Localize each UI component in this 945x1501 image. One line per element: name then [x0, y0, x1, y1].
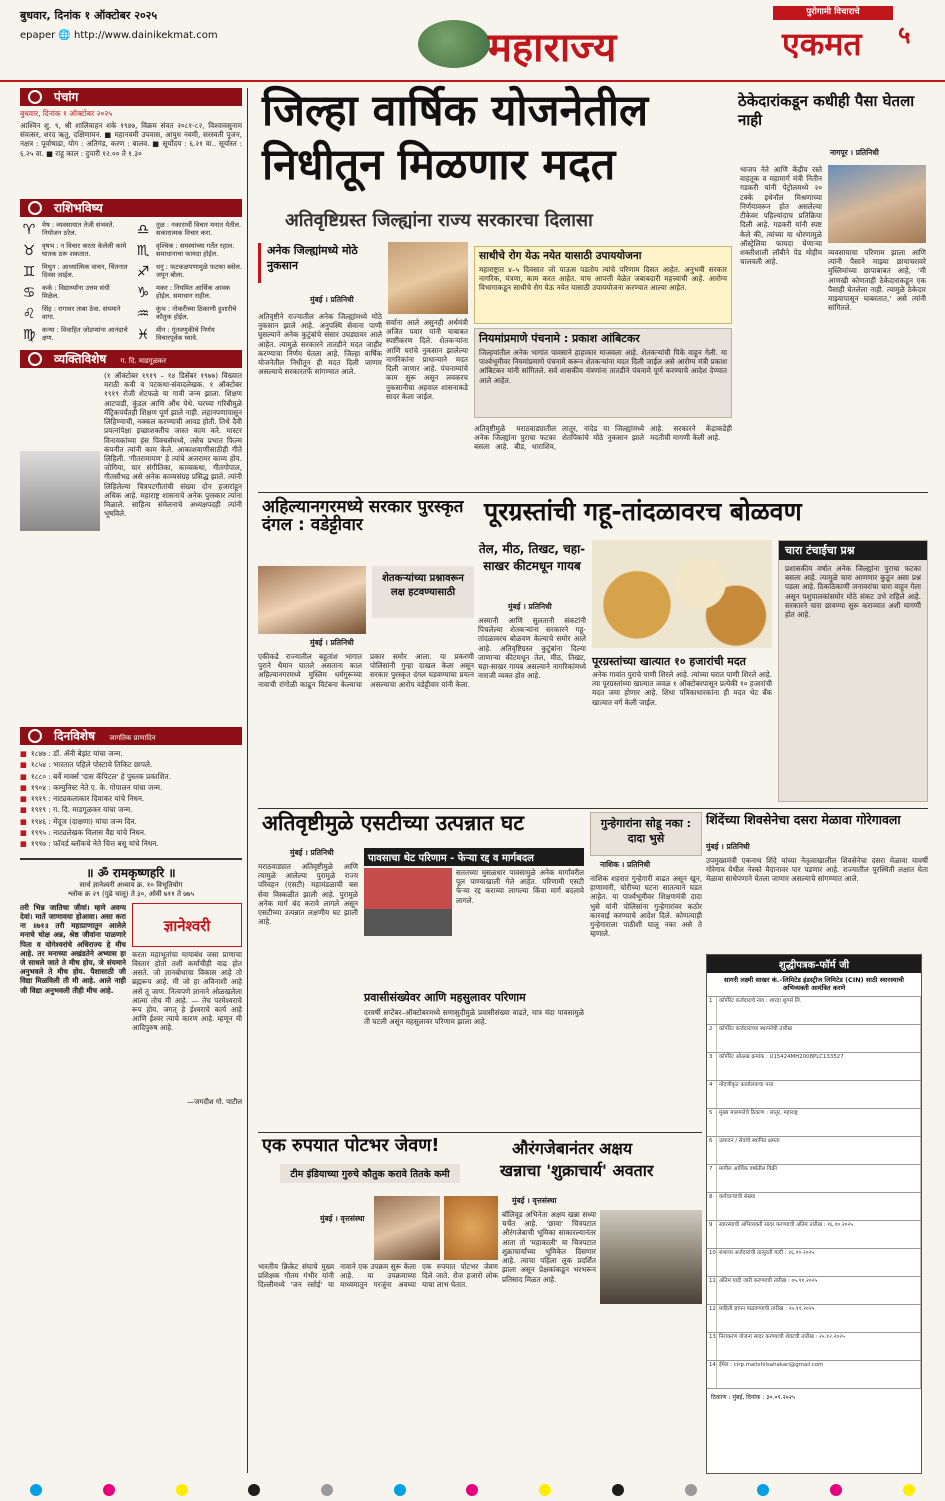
st-subheadline: प्रवासीसंख्येवर आणि महसुलावर परिणाम [364, 991, 526, 1004]
st-body-1: मराठवाड्यात अतिवृष्टीमुळे आणि त्यामुळे आलेल्या पुरामुळे राज्य परिवहन (एसटी) महामंडळाची बस सेवा विस्कळीत झाली आहे. पुरामुळे अनेक मार्ग बंद करावे लागले असून एसटीच्या उत्पन्नात लक्षणीय घट झाली आहे. [258, 862, 358, 927]
ad-row: 4 नोंदणीकृत कार्यालयाचा पत्ता [707, 1081, 921, 1109]
gadkari-headline: ठेकेदारांकडून कधीही पैसा घेतला नाही [738, 92, 915, 129]
ahilya-byline: मुंबई । प्रतिनिधी [310, 638, 354, 647]
akshay-body: बॉलिवूड अभिनेता अक्षय खन्ना सध्या चर्चेत आहे. 'छावा' चित्रपटात औरंगजेबाची भूमिका साकारल्यानंतर आता तो 'महाकाली' या चित्रपटात शुक्राचार्यांच्या भूमिकेत दिसणार आहे. त्याचा पहिला लूक प्रदर्शित झाला असून प्रेक्षकांकडून भरभरून प्रतिसाद मिळत आहे. [502, 1210, 596, 1284]
ramkrishnahari-col2: करता महाभूतांचा मायाबंध जसा प्राणाचा विस्तार होतो तशी कर्माचीही वाढ होत असते. जो ज्ञानबोधाचा विकास आहे तो ब्रह्मरूप आहे. मी जो हा अविनाशी आहे असे तू जाण. नित्यपणे ज्ञानाने ओळखलेला आत्मा तोच मी आहे. — तेच परमेश्वराचे रूप होय. जगत् हे ईश्वराचे कार्य आहे आणि ईश्वर त्याचे कारण आहे. म्हणून मी आदिपुरुष आहे. [132, 949, 242, 1033]
akshay-headline-1: औरंगजेबानंतर अक्षय [512, 1139, 633, 1158]
dinvishesh-item: ■ १९१९ : ग. दि. माडगूळकर यांचा जन्म. [20, 805, 133, 815]
lead-body-2: सर्वाना आले असुनही अर्थमंत्री अजित पवार यांनी याबाबत स्पष्टीकरण दिले. शेतकऱ्यांना आणि घरांचे नुकसान झालेल्या नागरिकांना प्राधान्याने मदत दिली जाणार आहे. पंचनाम्यांचे काम सुरू असून लवकरच नुकसानीचा अहवाल शासनाकडे सादर केला जाईल. [386, 318, 468, 401]
wheat-byline: मुंबई । प्रतिनिधी [508, 602, 552, 611]
panchang-body: आश्विन शु. ९, श्री शालिवाहन शके १९४७, विक्रम संवत २०८१-८२, विश्वावसुनाम संवत्सर, शरद ऋतु, दक्षिणायन. ■ महानवमी उपवास, आयुध नवमी, सरस्वती पूजन, नक्षत्र : पूर्वाषाढा, योग : अतिगंड, करण : बालव. ■ सूर्योदय : ६.२१ वा.. सूर्यास्त : ६.२५ वा. ■ राहु काल : दुपारी १२.०० ते १.३० [20, 121, 242, 158]
panchname-headline: नियमांप्रमाणे पंचनामे : प्रकाश आंबिटकर [479, 332, 640, 345]
zodiac-sign-icon: ♍ [22, 327, 36, 343]
shinde-body: उपमुख्यमंत्री एकनाथ शिंदे यांच्या नेतृत्वाखालील शिवसेनेचा दसरा मेळावा यावर्षी गोरेगाव येथील नेस्को मैदानावर पार पडणार आहे. राज्यातील पूरस्थिती लक्षात घेता मेळावा साधेपणाने घेतला जाणार असल्याचे सांगण्यात आले. [706, 856, 928, 884]
zodiac-sign-icon: ♋ [22, 285, 36, 301]
gadkari-photo [828, 165, 926, 243]
lead-headline-1: जिल्हा वार्षिक योजनेतील [262, 86, 649, 136]
gambhir-photo [374, 1196, 440, 1260]
bhojan-byline: मुंबई । वृत्तसंस्था [320, 1214, 365, 1223]
st-byline: मुंबई । प्रतिनिधी [290, 848, 334, 857]
rashi-item [134, 326, 242, 344]
ad-row: 10 संभाव्य अर्जदारांची तात्पुरती यादी : २६.१०.२०२५ [707, 1249, 921, 1277]
brand-logo: एकमत [782, 25, 862, 63]
dinvishesh-item: ■ १८४७ : डॉ. ॲनी बेझंट यांचा जन्म. [20, 749, 123, 758]
rashi-text: वृषभ : न विचार करता केलेली कामे घातक ठरू शकतात. [42, 242, 127, 259]
st-subbody: दरवर्षी सप्टेंबर–ऑक्टोबरमध्ये सणासुदीमुळे प्रवासीसंख्या वाढते, मात्र यंदा पावसामुळे ती घटली असून महसुलावर परिणाम झाला आहे. [364, 1008, 584, 1027]
ad-company: सागरी लक्ष्मी साखर कं.–लिमिटेड इंडस्ट्रीज लिमिटेड (CIN) साठी स्वारस्याची अभिव्यक्ती आमंत्रित करणे [723, 976, 904, 993]
bullet-icon: ■ [20, 771, 27, 781]
zodiac-sign-icon: ♈ [22, 222, 36, 238]
color-swatch [612, 1484, 624, 1496]
rashi-text: धनु : फटकळपणामुळे फटका बसेल. जपून बोला. [156, 263, 242, 280]
color-swatch [394, 1484, 406, 1496]
rashi-item [20, 221, 128, 239]
dada-headline: गुन्हेगारांना सोडू नका : दादा भुसे [590, 812, 702, 856]
color-swatch [685, 1484, 697, 1496]
panchname-body: जिल्हयांतील अनेक भागांत पावसाने हाहाकार माजवला आहे. शेतकऱ्यांची पिके वाहून गेली. या पार्श्वभूमीवर नियमांप्रमाणे पंचनामे करून शेतकऱ्यांना मदत दिली जाईल असे आरोग्य मंत्री प्रकाश आंबिटकर यांनी सांगितले. सर्व शासकीय यंत्रणांना तातडीने पंचनामे पूर्ण करण्याचे आदेश देण्यात आले आहेत. [479, 348, 727, 385]
ramkrishnahari-title: ॥ ॐ रामकृष्णहरि ॥ [86, 865, 176, 880]
ad-title: शुद्धीपत्रक-फॉर्म जी [707, 955, 921, 973]
rashi-item [134, 221, 242, 239]
color-swatch [248, 1484, 260, 1496]
wheat-subheadline: पूरग्रस्तांच्या खात्यात १० हजारांची मदत [592, 655, 746, 668]
akshay-byline: मुंबई । वृत्तसंस्था [512, 1196, 557, 1205]
zodiac-sign-icon: ♏ [136, 243, 150, 259]
bullet-icon: ■ [20, 828, 27, 838]
rashi-grid [20, 221, 242, 344]
bullet-icon: ■ [20, 760, 27, 770]
dateline: बुधवार, दिनांक १ ऑक्टोबर २०२५ [20, 9, 158, 22]
bhojan-deck: टीम इंडियाच्या गुरुचे कौतुक करावे तितके कमी [280, 1164, 460, 1183]
bullet-icon: ■ [20, 816, 27, 826]
ahilya-deck: शेतकऱ्यांच्या प्रश्नावरून लक्ष हटवण्यासाठी [372, 566, 474, 618]
color-swatch [321, 1484, 333, 1496]
zodiac-sign-icon: ♎ [136, 222, 150, 238]
print-color-bar [0, 1478, 945, 1501]
color-swatch [830, 1484, 842, 1496]
bullet-icon: ■ [20, 805, 27, 815]
rashibhavishya-header: राशिभविष्य [20, 199, 242, 217]
vyaktivishesh-header: व्यक्तिविशेष ग. दि. माडगूळकर [20, 350, 242, 368]
rashi-text: मिथुन : आध्यात्मिक वाचन, चिंतनात दिवस जाईल. [42, 263, 128, 280]
panchname-box [474, 328, 732, 418]
color-swatch [103, 1484, 115, 1496]
section-divider-3 [258, 1132, 702, 1133]
lead-kicker: अनेक जिल्ह्यांमध्ये मोठे नुकसान [258, 243, 382, 283]
ad-row: 14 ईमेल : cirp.maitshilsahakari@gmail.com [707, 1361, 921, 1389]
zodiac-sign-icon: ♉ [22, 243, 36, 259]
rashi-text: कन्या : विवाहित जोडप्यांना आनंदाचे क्षण. [42, 326, 128, 343]
color-swatch [30, 1484, 42, 1496]
dinvishesh-item: ■ १९०४ : कम्युनिस्ट नेते ए. के. गोपालन यांचा जन्म. [20, 782, 163, 792]
ad-row: 9 स्वारस्याची अभिव्यक्ती सादर करण्याची अंतिम तारीख : १६.१०.२०२५ [707, 1221, 921, 1249]
ad-row: 5 मुख्य मालमत्तेचे ठिकाण : लातूर, महाराष्ट्र [707, 1109, 921, 1137]
zodiac-sign-icon: ♓ [136, 327, 150, 343]
bullet-icon: ■ [20, 794, 27, 804]
dada-byline: नाशिक । प्रतिनिधी [600, 860, 651, 869]
ad-row: 13 निराकरण योजना सादर करण्याची शेवटची तारीख : २५.१२.२०२५ [707, 1333, 921, 1361]
bhojan-headline: एक रुपयात पोटभर जेवण! [262, 1135, 440, 1156]
rashi-text: सिंह : रागावर ताबा ठेवा. संयमाने वागा. [42, 305, 121, 322]
ad-table [707, 996, 921, 1389]
vyaktivishesh-body: (१ ऑक्टोबर १९१९ – १४ डिसेंबर १९७७) विख्यात मराठी कवी व पटकथा-संवादलेखक. १ ऑक्टोबर १९१९ रोजी शेटफळे या गावी जन्म झाला. शिक्षण आटपाडी, कुंडल आणि औंध येथे. घरच्या गरिबीमुळे मॅट्रिकपर्यंतही शिक्षण पूर्ण झाले नाही. लहानपणापासून लिहिण्याची, नक्कल करण्याची आवड होती. तिथे दैवी प्रयत्नांपेक्षा इच्छाशक्तीच जास्त काम करे. मास्टर विनायकांच्या हंस पिक्चर्समध्ये, तसेच प्रभात फिल्म कंपनीत त्यांनी काम केले. आकाशवाणीसाठीही गीते लिहिली. 'गीतरामायण' हे त्यांचे अजरामर काव्य होय. जोगिया, चार संगीतिका, काव्यकथा, गीतगोपाल, गीतसौभद्र असे अनेक काव्यसंग्रह प्रसिद्ध झाले. त्यांनी लिहिलेल्या चित्रपटगीतांची संख्या दोन हजारांहून अधिक आहे. महाराष्ट्र शासनाचे अनेक पुरस्कार त्यांना मिळाले. साहित्य संमेलनाचे अध्यक्षपदही त्यांनी भूषविले. [104, 371, 242, 519]
dinvishesh-item: ■ १८५४ : भारतात पहिले पोस्टाचे तिकिट छापले. [20, 760, 153, 770]
rashi-item [134, 284, 242, 302]
ramkrishnahari-subtitle: सार्थ ज्ञानेश्वरी अध्याय क्र. १० विभूतियोग [79, 880, 183, 889]
wheat-deck: तेल, मीठ, तिखट, चहा-साखर कीटमधून गायब [478, 542, 586, 573]
rashi-item [20, 284, 128, 302]
bus-photo [364, 868, 452, 936]
dinvishesh-item: ■ १९१९ : नाट्यकलाकार दिवाकर यांचे निधन. [20, 794, 145, 804]
color-swatch [903, 1484, 915, 1496]
calendar-icon [28, 729, 42, 743]
color-swatch [176, 1484, 188, 1496]
gadkari-body-1: भाजप नेते आणि केंद्रीय रस्ते वाहतूक व महामार्ग मंत्री नितीन गडकरी यांनी पेट्रोलमध्ये २० टक्के इथेनॉल मिश्रणाच्या निर्णयावरून होत असलेल्या टीकेवर पहिल्यांदाच प्रतिक्रिया दिली आहे. गडकरी यांनी स्पष्ट केले की, त्यांच्या या धोरणामुळे ऑस्ट्रेलिया फायदा घेणाऱ्या शक्तीशाली लॉबीने पेड मोहीम चालवली आहे. [740, 165, 822, 267]
ad-row: 7 मागील आर्थिक वर्षातील विक्री [707, 1165, 921, 1193]
ad-footer: ठिकाण : मुंबई, दिनांक : ३०.०९.२०२५ [711, 1393, 795, 1401]
person-icon [28, 352, 42, 366]
wheat-body: अस्मानी आणि सुलतानी संकटांनी पिचलेल्या शेतकऱ्यांना सरकारने गहू-तांदळावरच बोळवण केल्याचे समोर आले आहे. अतिवृष्टिग्रस्त कुटुंबांना दिल्या जाणाऱ्या कीटमधून तेल, मीठ, तिखट, चहा-साखर गायब असल्याने नागरिकांमध्ये नाराजी व्यक्त होत आहे. [478, 616, 586, 681]
map-graphic [418, 20, 490, 68]
rashi-text: कुंभ : नोकरीच्या ठिकाणी हुशारीचे कौतुक होईल. [156, 305, 237, 322]
disease-box [474, 246, 732, 324]
epaper-link[interactable]: epaper 🌐 http://www.dainikekmat.com [20, 30, 218, 41]
bullet-icon: ■ [20, 782, 27, 792]
lead-byline: मुंबई । प्रतिनिधी [310, 295, 354, 304]
disease-body: महाराष्ट्रात ४–५ दिवसात जो पाऊस पडतोय त्यांचे परिणाम दिसत आहेत. अनुभवी सरकार नागरिक, यंत्रणा, काम करत आहेत. याच आपत्ती वेळेत जबाबदारी महत्त्वाची आहे. आरोग्य विभागाकडून साथीचे रोग येऊ नयेत यासाठी उपाययोजना करण्यात आल्या आहेत. [479, 265, 727, 293]
ad-row: 8 कर्मचाऱ्यांची संख्या [707, 1193, 921, 1221]
ramkrishnahari-col1: तरी भिन्न जातिचा जीवां। म्हणे अवग्य देवां। मातें जाणावया होआवा। असा करा ना ॥७१॥ तरी महाप्राणातुन आलेले मनाचे चोक्ष अन्न, श्रेष्ठ जीवांना पाळणारे पिता व योगेश्वरांचे अधिराज्य हे मीच आहे. तर मनाच्या अखंडतेने अभ्यास हा जे साधले जाते ते मीच होय, जे संयमाने अनुभवले ते मीच होय. पैशासाठी जी विद्या मिळविली ती मी आहे. आले नाही जी विद्या अनुभवली तीही मीच आहे. [20, 902, 126, 995]
rashi-item [134, 305, 242, 323]
akshay-photo [600, 1210, 702, 1304]
ad-row: 11 अंतिम यादी जारी करण्याची तारीख : ०५.११.२०२५ [707, 1277, 921, 1305]
zodiac-sign-icon: ♒ [136, 306, 150, 322]
disease-headline: साथीचे रोग येऊ नयेत यासाठी उपाययोजना [479, 250, 642, 262]
rashi-item [134, 242, 242, 260]
sun-icon [28, 90, 42, 104]
zodiac-sign-icon: ♑ [136, 285, 150, 301]
rashi-text: तुळ : नकारार्थी विचार मनात येतील. सकारात्मक विचार करा. [156, 221, 242, 238]
rashi-item [134, 263, 242, 281]
legal-notice-ad [706, 954, 922, 1474]
color-swatch [757, 1484, 769, 1496]
panchang-header: पंचांग [20, 88, 242, 106]
zodiac-icon [28, 201, 42, 215]
rashi-item [20, 326, 128, 344]
dinvishesh-item: ■ १९९५ : नाट्यलेखक विलास वैद्य यांचे निधन. [20, 828, 147, 838]
grains-photo [592, 540, 772, 648]
bullet-icon: ■ [20, 839, 27, 849]
section-title: महाराज्य [488, 24, 617, 71]
akshay-body-cont [600, 1308, 702, 1472]
akshay-headline-2: खन्नाचा 'शुक्राचार्य' अवतार [500, 1161, 654, 1180]
fodder-body: प्रशासकीय वर्षात अनेक जिल्ह्यांना पुराचा फटका बसला आहे. त्यामुळे चारा आणणार कुठून असा प्रश्न पडला आहे. ठिकठिकाणी जनावरांचा चारा वाहून गेला असून पशुपालकांसमोर मोठे संकट उभे राहिले आहे. सरकारने चारा छावण्या सुरू कराव्यात अशी मागणी होत आहे. [785, 564, 921, 620]
rashi-text: वृश्चिक : समस्यांच्या गर्तेत रहाल. समाधानाचा फायदा होईल. [156, 242, 235, 259]
dinvishesh-list [20, 748, 242, 850]
ahilya-headline: अहिल्यानगरमध्ये सरकार पुरस्कृत दंगल : वडेट्टीवार [262, 497, 464, 536]
wheat-headline: पूरग्रस्तांची गहू-तांदळावरच बोळवण [484, 497, 802, 526]
st-box-headline: पावसाचा थेट परिणाम - फेऱ्या रद्द व मार्गबदल [364, 848, 584, 866]
bhojan-body: भारतीय क्रिकेट संघाचे मुख्य प्रशिक्षक गौतम गंभीर यांनी दिल्लीमध्ये 'जन रसोई' या नावाने एक उपक्रम सुरू केला आहे. या उपक्रमाच्या माध्यमातून गरजूंना अवघ्या एक रुपयात पोटभर जेवण दिले जाते. रोज हजारो लोक याचा लाभ घेतात. [258, 1262, 498, 1290]
fodder-box [778, 540, 928, 802]
ahilya-body-cont [370, 624, 474, 802]
wadettiwar-photo [258, 566, 366, 634]
st-box-body: सततच्या मुसळधार पावसामुळे अनेक मार्गांवरील पूल पाण्याखाली गेले आहेत. परिणामी एसटी फेऱ्या रद्द कराव्या लागल्या किंवा मार्ग बदलावे लागले. [456, 868, 584, 905]
section-divider [258, 492, 928, 493]
lead-body-3: अतिवृष्टीमुळे मराठवाड्यातील अनेक जिल्ह्यांना पुराचा फटका बसला आहे. बीड, धाराशिव, लातूर, नांदेड या जिल्ह्यांमध्ये शेतपिकांचे मोठे नुकसान झाले आहे. सरकारने केंद्राकडेही मदतीची मागणी केली आहे. [474, 424, 732, 452]
zodiac-sign-icon: ♐ [136, 264, 150, 280]
ramkrishnahari-subtitle2: श्लोक क्र २९ (पुढे चालू) ते ३०, ओवी ७११ ते ७७५ [67, 889, 195, 898]
dinvishesh-item: ■ १९४६ : मेंदूज (दाक्षणा) यांचा जन्म दिन. [20, 816, 137, 826]
rashi-text: मकर : नियमित आर्थिक आवक होईल. समाधान राहील. [156, 284, 231, 301]
dinvishesh-item: ■ १८८० : बर्वे मार्क्स 'दास कॅपिटल' हे पुस्तक प्रकाशित. [20, 771, 172, 781]
dinvishesh-header: दिनविशेष जागतिक प्राणादिन [20, 727, 242, 745]
ad-row: 2 कॉर्पोरेट कर्जदाराच्या स्थापनेची तारीख [707, 1025, 921, 1053]
ad-row: 6 उत्पादन / सेवांचे स्थापित क्षमता [707, 1137, 921, 1165]
panchang-date: बुधवार, दिनांक १ ऑक्टोबर २०२५ [20, 109, 113, 118]
page-number: ५ [898, 21, 911, 49]
fadnavis-photo [388, 242, 468, 314]
ramkrishnahari-author: —जगदीश गो. पाटील [187, 1097, 242, 1106]
dinvishesh-item: ■ १९९७ : फॉवर्ड ब्लॉकचे नेते चित्त बसू यांचे निधन. [20, 839, 159, 849]
st-headline: अतिवृष्टीमुळे एसटीच्या उत्पन्नात घट [262, 811, 524, 835]
gadkari-byline: नागपूर । प्रतिनिधी [830, 148, 879, 157]
dada-body: नाशिक शहरात गुन्हेगारी वाढत असून खून, हाणामारी, चोरीच्या घटना सातत्याने घडत आहेत. या पार्श्वभूमीवर शिक्षणमंत्री दादा भुसे यांनी पोलिसांना गुन्हेगारांवर कठोर कारवाई करण्याचे आदेश दिले. कोणत्याही गुन्हेगाराला पाठीशी घालू नका असे ते म्हणाले. [590, 874, 702, 939]
left-column [20, 88, 242, 1468]
lead-body-1: अतिवृष्टीने राज्यातील अनेक जिल्ह्यांमध्ये मोठे नुकसान झाले आहे. अनुपस्थि सेवाना पाणी घुसल्याने अनेक कुटुंबांचे संसार उघड्यावर आले आहेत. त्यामुळे सरकारने तातडीने मदत जाहीर करण्याचा निर्णय घेतला आहे. जिल्हा वार्षिक योजनेतील निधीतून ही मदत दिली जाणार असल्याचे सरकारतर्फे सांगण्यात आले. [258, 312, 382, 377]
section-divider-2 [258, 808, 928, 809]
color-swatch [539, 1484, 551, 1496]
dnyaneshwari-logo: ज्ञानेश्वरी [132, 903, 242, 947]
bullet-icon: ■ [20, 749, 27, 758]
masthead [0, 0, 945, 82]
rashi-text: मीन : गुंतवणुकीचे निर्णय विचारपूर्वक घ्यावे. [156, 326, 215, 343]
fodder-headline: चारा टंचाईचा प्रश्न [779, 541, 927, 560]
rashi-item [20, 263, 128, 281]
lead-deck: अतिवृष्टिग्रस्त जिल्ह्यांना राज्य सरकारचा दिलासा [285, 210, 593, 231]
shinde-headline: शिंदेंच्या शिवसेनेचा दसरा मेळावा गोरेगावला [706, 812, 901, 827]
zodiac-sign-icon: ♌ [22, 306, 36, 322]
brand-tagline: पुरोगामी विचाराचे [773, 6, 893, 20]
column-divider [247, 88, 248, 1473]
ad-row: 12 माहिती ज्ञापन पाठवण्याची तारीख : २५.११.२०२५ [707, 1305, 921, 1333]
gadkari-body-2: व्यवसायाचा परिणाम झाला आणि त्यांनी पैसाने माझ्या छायाचरावरे मुस्लिमांच्या छापाबाबत आहे, 'मी आणखी कोणताही ठेकेदाराकडून एक पैसाही घेतलेला नाही. त्यामुळे ठेकेदार माझ्यापासून घाबरतात,' असे त्यांनी सांगितले. [828, 248, 926, 313]
thali-photo [444, 1196, 498, 1260]
lead-headline-2: निधीतून मिळणार मदत [262, 140, 616, 190]
rashi-item [20, 305, 128, 323]
ad-row: 1 कॉर्पोरेट कर्जदाराचे नाव : शारदा शुगर्स लि. [707, 997, 921, 1025]
shinde-byline: मुंबई । प्रतिनिधी [706, 842, 750, 851]
color-swatch [466, 1484, 478, 1496]
rashi-text: कर्क : विद्यार्थ्यांना उत्तम संधी मिळेल. [42, 284, 110, 301]
zodiac-sign-icon: ♊ [22, 264, 36, 280]
rashi-text: मेष : व्यवसायात तेजी संभवते. नियोजन ठरेल. [42, 221, 115, 238]
wheat-subbody: अनेक गावांत पुराचे पाणी शिरले आहे. त्यांच्या घरात पाणी शिरले आहे. त्या पूरग्रस्तांच्या खात्यात जवळ १ ऑक्टोबरपासून प्रत्येकी १० हजारांची मदत जमा होणार आहे. शिधा पत्रिकाधारकांना ही मदत थेट बँक खात्यात वर्ग केली जाईल. [592, 670, 772, 707]
ahilya-body: एकीकडे राज्यातील बहुतांश भागात पुराने थैमान घातले असताना काल अहिल्यानगरमध्ये मुस्लिम धर्मगुरूच्या नावाची रांगोळी काढून विटंबना केल्याचा प्रकार समोर आला. या प्रकरणी पोलिसांनी गुन्हा दाखल केला असून सरकार पुरस्कृत दंगल घडवण्याचा प्रयत्न असल्याचा आरोप वडेट्टीवार यांनी केला. [258, 652, 474, 689]
ad-row: 3 कॉर्पोरेट ओळख क्रमांक : U15424MH2008PLC133527 [707, 1053, 921, 1081]
rashi-item [20, 242, 128, 260]
